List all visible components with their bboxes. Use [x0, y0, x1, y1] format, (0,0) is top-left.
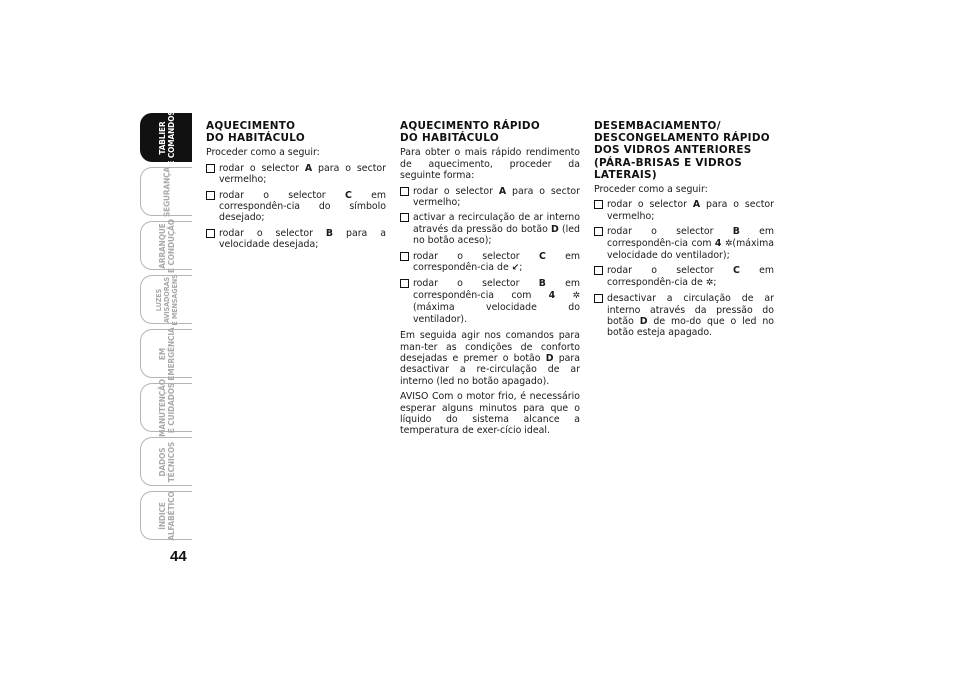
- tab-label: LUZES AVISADORAS E MENSAGENS: [153, 273, 179, 326]
- list-item: desactivar a circulação de ar interno através da pressão do botão D de mo-do que o led no botão esteja apagado.: [594, 293, 774, 339]
- tab-label: TABLIER E COMANDOS: [156, 109, 176, 166]
- checkbox-bullet-icon: [400, 187, 409, 196]
- tab-manutencao-e-cuidados[interactable]: [140, 378, 192, 437]
- tab-arranque-e-conducao[interactable]: [140, 218, 192, 273]
- checkbox-bullet-icon: [594, 227, 603, 236]
- column-aquecimento: [206, 120, 386, 256]
- list-item: rodar o selector A para o sector vermelho;: [400, 186, 580, 209]
- windshield-defrost-icon: ✲: [705, 277, 714, 288]
- fan-speed-icon: ✲: [572, 290, 580, 301]
- list-item: rodar o selector C em correspondên-cia de ↙;: [400, 251, 580, 275]
- column-desembaciamento: [594, 120, 774, 344]
- section-title: DESEMBACIAMENTO/ DESCONGELAMENTO RÁPIDO DOS VIDROS ANTERIORES (PÁRA-BRISAS E VIDROS LATERAIS): [594, 120, 770, 181]
- list-item: activar a recirculação de ar interno através da pressão do botão D (led no botão aceso);: [400, 212, 580, 246]
- warning-paragraph: AVISO Com o motor frio, é necessário esperar alguns minutos para que o líquido do sistema alcance a temperatura de exer-cício ideal.: [400, 391, 580, 437]
- tab-label: SEGURANÇA: [161, 166, 171, 217]
- tab-label: ÍNDICE ALFABÉTICO: [156, 490, 176, 541]
- checkbox-bullet-icon: [594, 266, 603, 275]
- paragraph: Em seguida agir nos comandos para man-ter as condições de conforto desejadas e premer o botão D para desactivar a re-circulação de ar interno (led no botão apagado).: [400, 330, 580, 387]
- step-list: [206, 163, 386, 251]
- step-list: [594, 199, 774, 338]
- list-item: rodar o selector C em correspondên-cia do símbolo desejado;: [206, 190, 386, 224]
- windshield-defrost-icon: ↙: [511, 263, 520, 274]
- tab-seguranca[interactable]: [140, 167, 192, 216]
- list-item: rodar o selector B em correspondên-cia com 4 ✲(máxima velocidade do ventilador);: [594, 226, 774, 261]
- list-item: rodar o selector A para o sector vermelho;: [594, 199, 774, 222]
- checkbox-bullet-icon: [594, 294, 603, 303]
- list-item: rodar o selector B em correspondên-cia com 4 ✲ (máxima velocidade do ventilador).: [400, 278, 580, 325]
- tab-indice-alfabetico[interactable]: [140, 491, 192, 540]
- tab-luzes-avisadoras[interactable]: [140, 275, 192, 324]
- tab-tablier-e-comandos[interactable]: [140, 109, 192, 166]
- intro-text: Para obter o mais rápido rendimento de aquecimento, proceder da seguinte forma:: [400, 147, 580, 182]
- tab-em-emergencia[interactable]: [140, 326, 192, 381]
- intro-text: Proceder como a seguir:: [206, 147, 320, 159]
- tab-label: ARRANQUE E CONDUÇÃO: [156, 218, 176, 273]
- checkbox-bullet-icon: [400, 279, 409, 288]
- column-aquecimento-rapido: [400, 120, 580, 441]
- tab-label: EM EMERGÊNCIA: [156, 326, 176, 381]
- section-title: AQUECIMENTO RÁPIDO DO HABITÁCULO: [400, 120, 540, 145]
- checkbox-bullet-icon: [400, 252, 409, 261]
- checkbox-bullet-icon: [206, 164, 215, 173]
- checkbox-bullet-icon: [594, 200, 603, 209]
- tab-label: MANUTENÇÃO E CUIDADOS: [156, 378, 176, 437]
- tab-label: DADOS TÉCNICOS: [156, 441, 176, 482]
- section-tabs: [140, 109, 192, 545]
- step-list: [400, 186, 580, 325]
- list-item: rodar o selector B para a velocidade desejada;: [206, 228, 386, 251]
- checkbox-bullet-icon: [206, 191, 215, 200]
- checkbox-bullet-icon: [400, 213, 409, 222]
- checkbox-bullet-icon: [206, 229, 215, 238]
- section-title: AQUECIMENTO DO HABITÁCULO: [206, 120, 305, 145]
- intro-text: Proceder como a seguir:: [594, 184, 708, 196]
- list-item: rodar o selector A para o sector vermelho;: [206, 163, 386, 186]
- page-number: 44: [170, 548, 187, 565]
- list-item: rodar o selector C em correspondên-cia de ✲;: [594, 265, 774, 289]
- fan-speed-icon: ✲: [724, 238, 733, 249]
- tab-dados-tecnicos[interactable]: [140, 437, 192, 486]
